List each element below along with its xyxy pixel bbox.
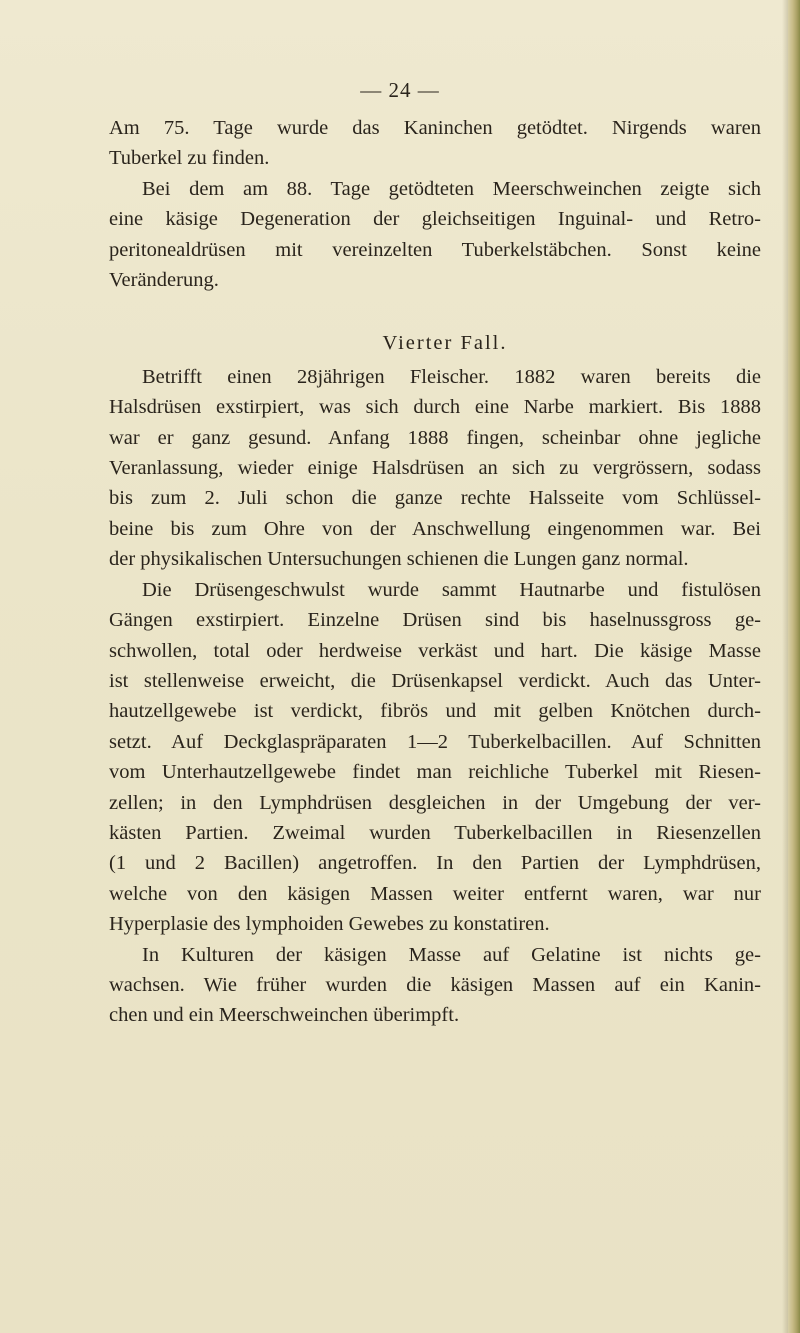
body-text xyxy=(109,113,761,1031)
text-line: Bei dem am 88. Tage getödteten Meerschweinchen zeigte sich xyxy=(142,177,761,200)
text-line: kästen Partien. Zweimal wurden Tuberkelbacillen in Riesenzellen xyxy=(109,821,761,844)
text-line: Am 75. Tage wurde das Kaninchen getödtet. Nirgends waren xyxy=(109,117,761,139)
text-line: der physikalischen Untersuchungen schienen die Lungen ganz normal. xyxy=(109,548,689,571)
text-line: hautzellgewebe ist verdickt, fibrös und mit gelben Knötchen durch- xyxy=(109,700,761,723)
text-line: wachsen. Wie früher wurden die käsigen Massen auf ein Kanin- xyxy=(109,973,761,996)
text-line: In Kulturen der käsigen Masse auf Gelatine ist nichts ge- xyxy=(142,943,761,966)
text-line: Gängen exstirpiert. Einzelne Drüsen sind bis haselnussgross ge- xyxy=(109,609,761,632)
text-line: eine käsige Degeneration der gleichseitigen Inguinal- und Retro- xyxy=(109,208,761,231)
text-line: Halsdrüsen exstirpiert, was sich durch eine Narbe markiert. Bis 1888 xyxy=(109,396,761,419)
text-line: schwollen, total oder herdweise verkäst und hart. Die käsige Masse xyxy=(109,639,761,662)
text-line: war er ganz gesund. Anfang 1888 fingen, scheinbar ohne jegliche xyxy=(109,426,761,449)
text-line: bis zum 2. Juli schon die ganze rechte Halsseite vom Schlüssel- xyxy=(109,487,761,510)
text-line: Tuberkel zu finden. xyxy=(109,147,270,170)
page-number: — 24 — xyxy=(360,78,440,102)
text-line: (1 und 2 Bacillen) angetroffen. In den Partien der Lymphdrüsen, xyxy=(109,852,761,875)
text-line: welche von den käsigen Massen weiter entfernt waren, war nur xyxy=(109,882,761,905)
section-heading: Vierter Fall. xyxy=(382,332,508,355)
text-line: chen und ein Meerschweinchen überimpft. xyxy=(109,1004,460,1027)
text-line: beine bis zum Ohre von der Anschwellung eingenommen war. Bei xyxy=(109,517,761,540)
text-line: Betrifft einen 28jährigen Fleischer. 1882 waren bereits die xyxy=(142,365,761,388)
text-line: peritonealdrüsen mit vereinzelten Tuberkelstäbchen. Sonst keine xyxy=(109,238,761,261)
text-line: setzt. Auf Deckglaspräparaten 1—2 Tuberkelbacillen. Auf Schnitten xyxy=(109,730,761,753)
text-line: Die Drüsengeschwulst wurde sammt Hautnarbe und fistulösen xyxy=(142,578,761,601)
text-line: Hyperplasie des lymphoiden Gewebes zu konstatiren. xyxy=(109,913,550,936)
text-line: ist stellenweise erweicht, die Drüsenkapsel verdickt. Auch das Unter- xyxy=(109,669,761,692)
text-line: vom Unterhautzellgewebe findet man reichliche Tuberkel mit Riesen- xyxy=(109,761,761,784)
page-edge xyxy=(788,0,800,1333)
text-line: zellen; in den Lymphdrüsen desgleichen in der Umgebung der ver- xyxy=(109,791,761,814)
text-line: Veranlassung, wieder einige Halsdrüsen an sich zu vergrössern, sodass xyxy=(109,457,761,480)
text-line: Veränderung. xyxy=(109,269,219,292)
